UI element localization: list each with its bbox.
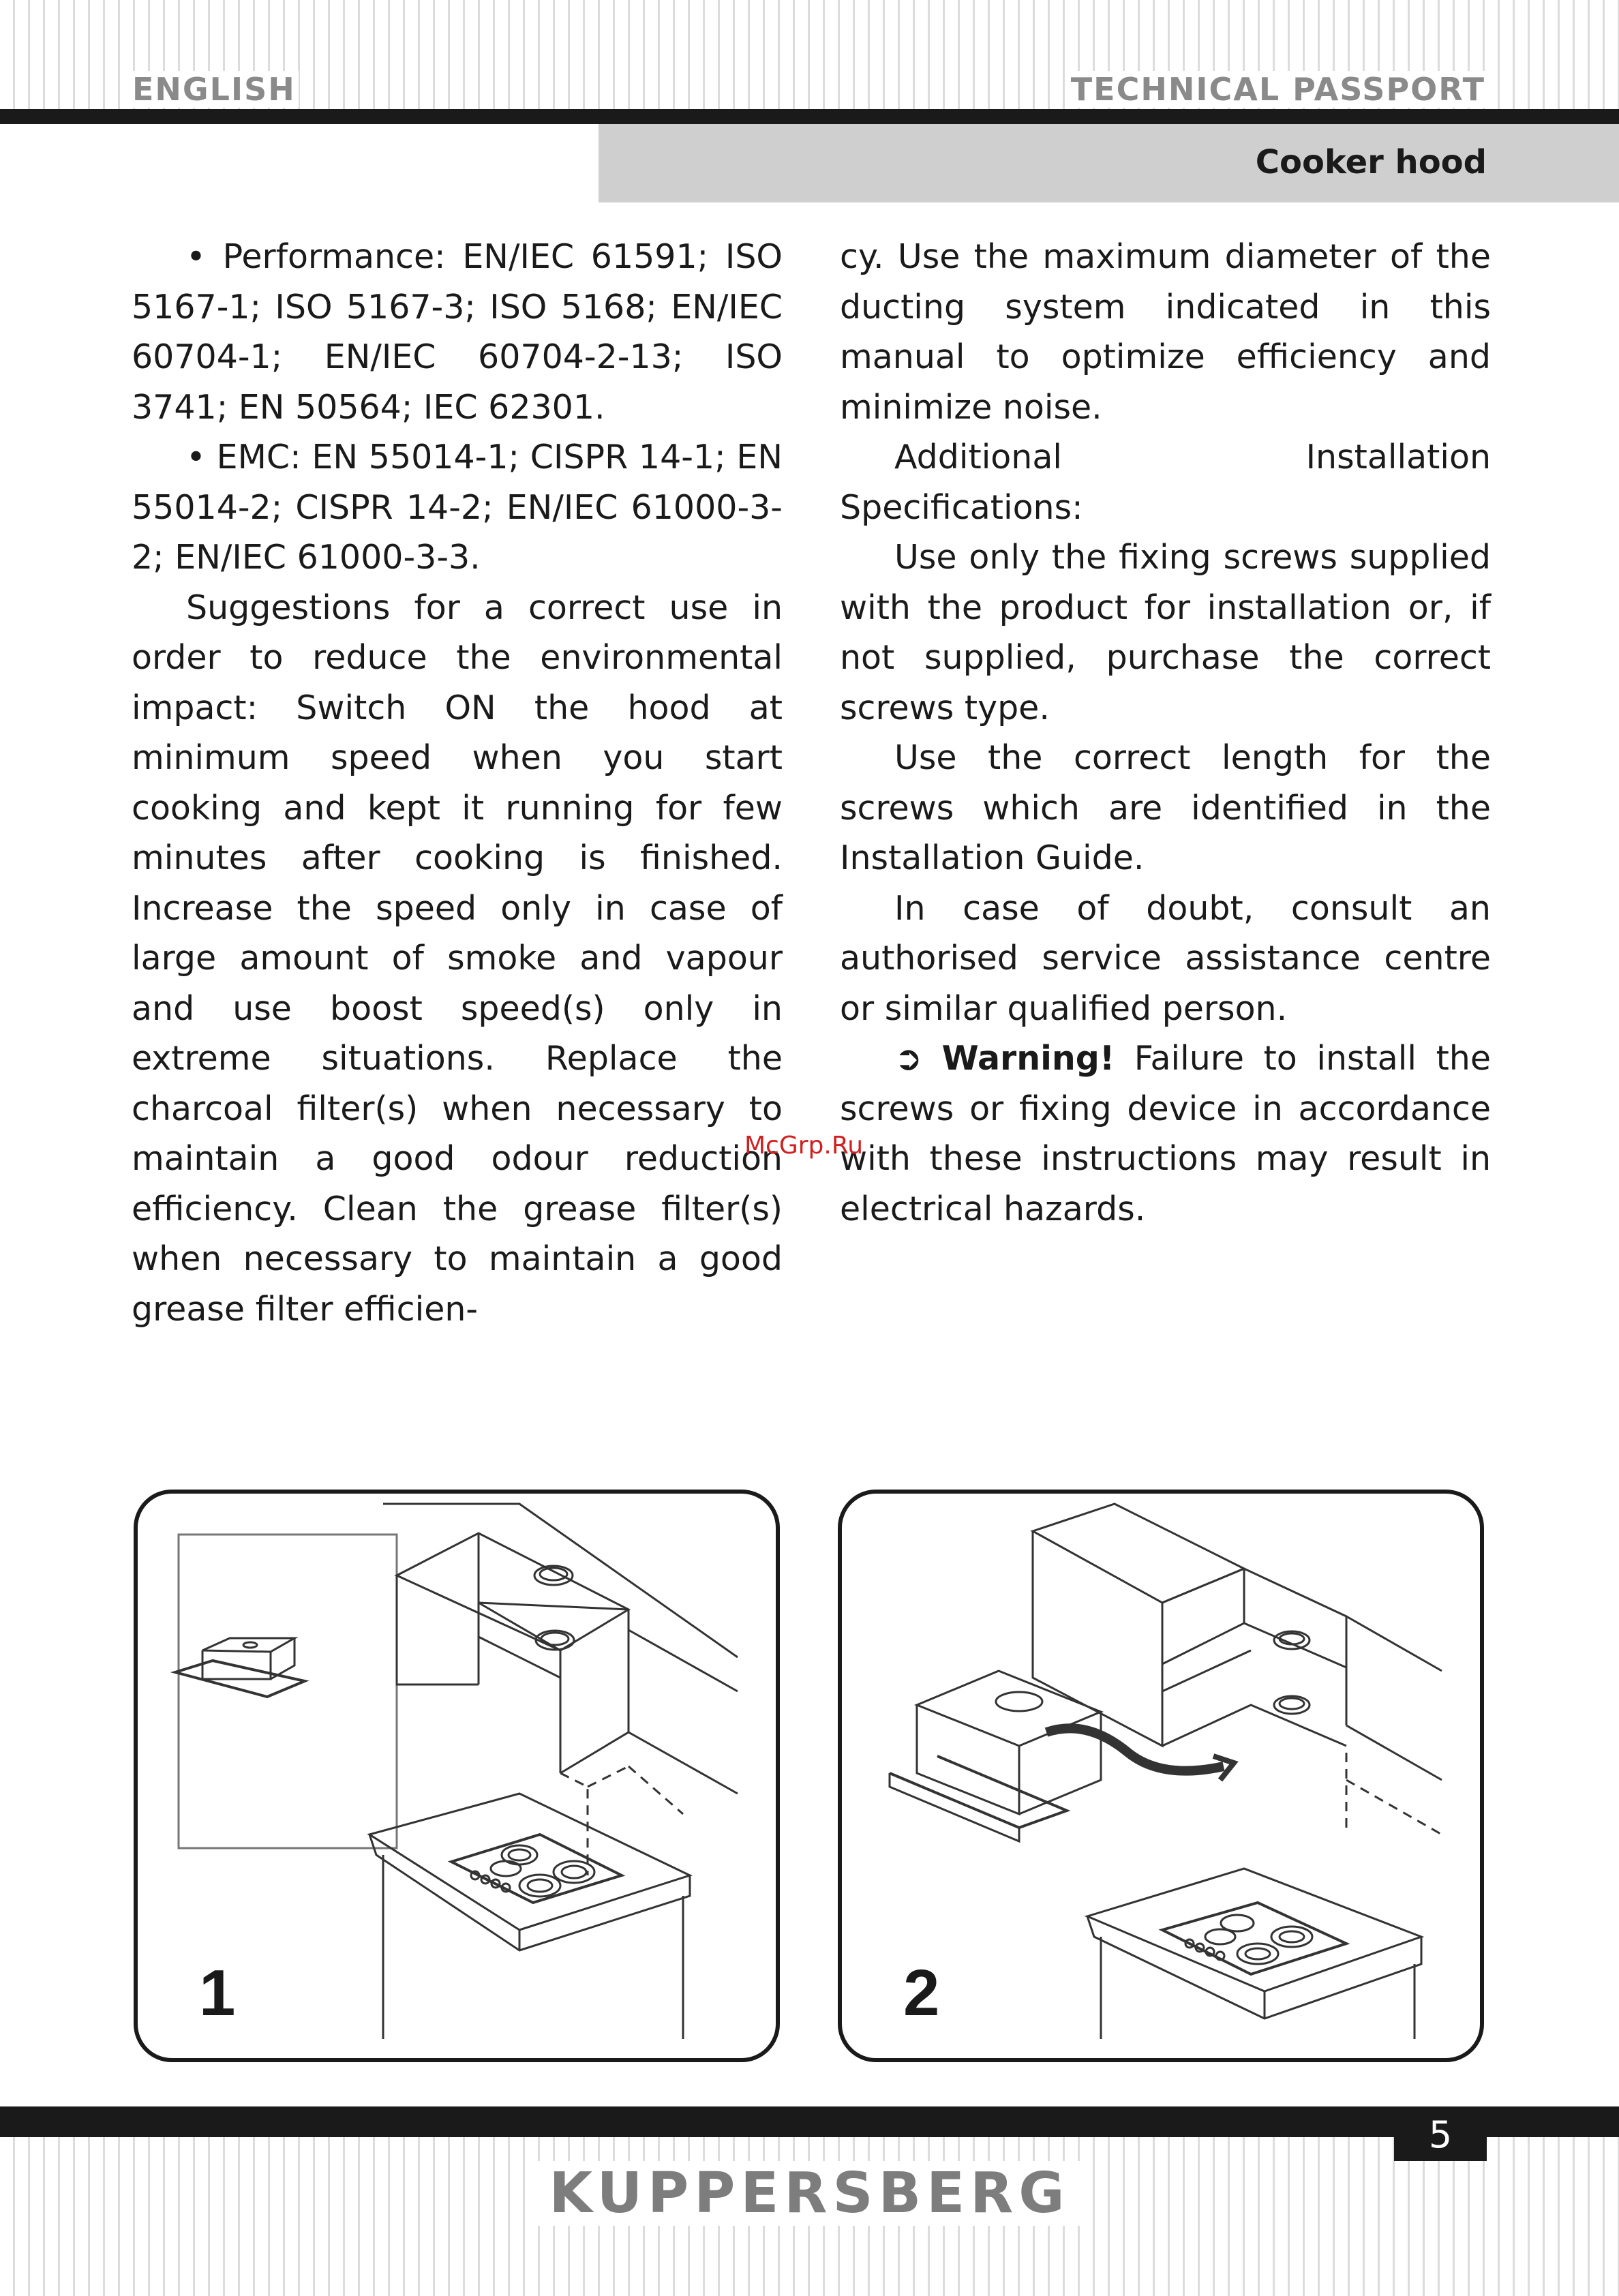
warning-text: Failure to install the screws or fixing device in accordance with these instructions may result in electrical hazards.: [840, 1039, 1491, 1228]
figure-1: [134, 1490, 780, 2062]
standards-emc: • EMC: EN 55014-1; CISPR 14-1; EN 55014-2; CISPR 14-2; EN/IEC 61000-3-2; EN/IEC 61000-3-3.: [132, 438, 783, 577]
installation-spec-heading: Additional Installation Specifications:: [840, 438, 1491, 527]
brand-name: KUPPERSBERG: [534, 2161, 1085, 2226]
figure-2-number: 2: [903, 1957, 940, 2029]
screw-length-note: Use the correct length for the screws which are identified in the Installation Guide.: [840, 738, 1491, 877]
header-product: Cooker hood: [1255, 143, 1487, 181]
doubt-note: In case of doubt, consult an authorised service assistance centre or similar qualified person.: [840, 888, 1491, 1028]
left-column: [132, 232, 783, 1334]
watermark: McGrp.Ru: [744, 1132, 864, 1160]
screws-supplied-note: Use only the fixing screws supplied with the product for installation or, if not supplied, purchase the correct screws type.: [840, 538, 1491, 727]
page-number: 5: [1394, 2106, 1487, 2161]
footer-rule: [0, 2106, 1619, 2137]
header-rule: [0, 109, 1619, 124]
environment-suggestions: Suggestions for a correct use in order to reduce the environmental impact: Switch ON the hood at minimum speed when you start cooking and kept it running for few minutes after cooking is finished. Increase the speed only in case of large amount of smoke and vapour and use boost speed(s) only in extreme situations. Replace the charcoal filter(s) when necessary to maintain a good odour reduction efficiency. Clean the grease filter(s) when necessary to maintain a good grease filter efficien-: [132, 588, 783, 1329]
brand-logo: [0, 2161, 1619, 2226]
arrow-icon: ➲: [894, 1039, 923, 1078]
right-column: [840, 232, 1491, 1234]
figure-2: [838, 1490, 1484, 2062]
ducting-note: cy. Use the maximum diameter of the ducting system indicated in this manual to optimize efficiency and minimize noise.: [840, 237, 1491, 427]
standards-performance: • Performance: EN/IEC 61591; ISO 5167-1; ISO 5167-3; ISO 5168; EN/IEC 60704-1; EN/IEC 60704-2-13; ISO 3741; EN 50564; IEC 62301.: [132, 237, 783, 427]
header-product-band: [599, 124, 1619, 202]
warning-label: Warning!: [941, 1039, 1115, 1078]
header-doc-type: TECHNICAL PASSPORT: [1068, 71, 1488, 108]
figure-1-number: 1: [199, 1957, 236, 2029]
warning-paragraph: [840, 1033, 1491, 1234]
header-language: ENGLISH: [130, 71, 299, 108]
